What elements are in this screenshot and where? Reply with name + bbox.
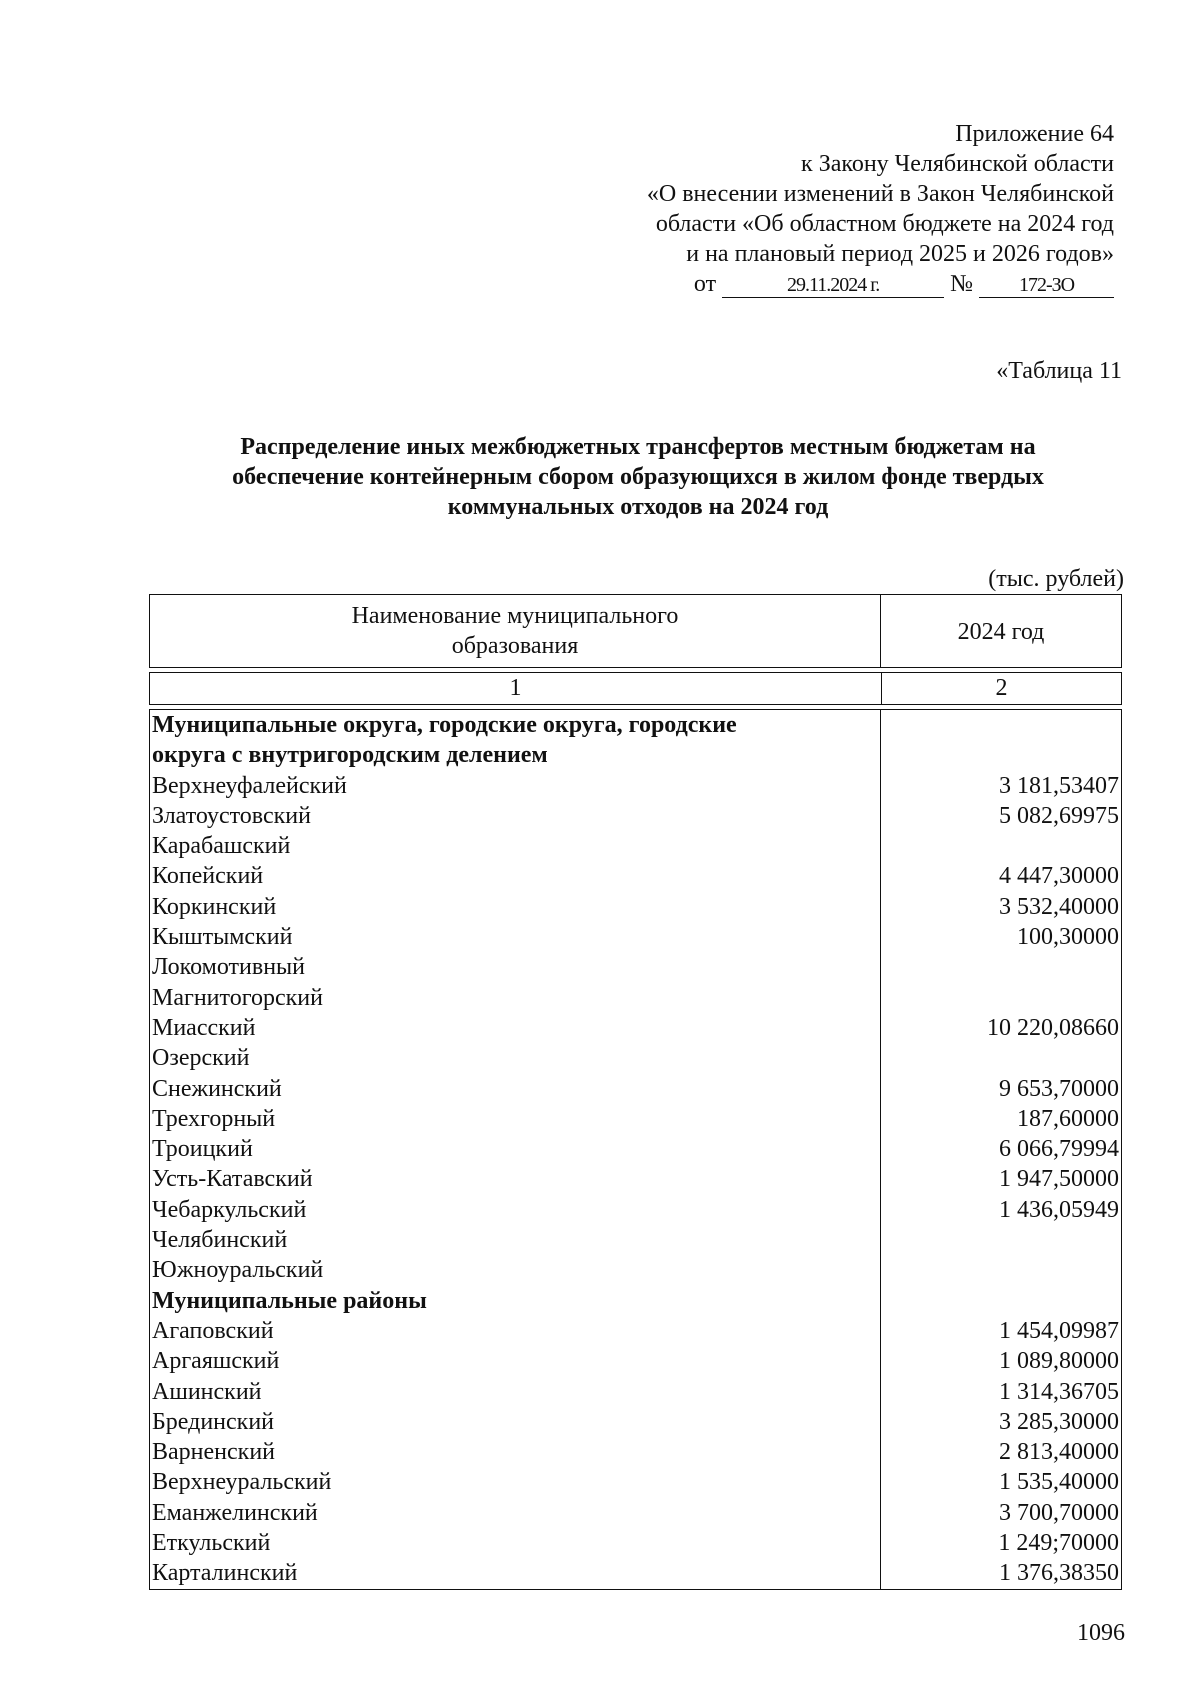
amount-cell: 1 436,05949 xyxy=(999,1196,1119,1223)
municipality-name: Варненский xyxy=(152,1439,275,1466)
units-label: (тыс. рублей) xyxy=(988,566,1124,592)
amount-cell: 1 454,09987 xyxy=(999,1317,1119,1344)
municipality-name: Агаповский xyxy=(152,1317,274,1344)
header-line: к Закону Челябинской области xyxy=(801,151,1114,177)
municipality-name: Аргаяшский xyxy=(152,1348,280,1375)
names-column xyxy=(150,710,881,1589)
amount-cell: 1 089,80000 xyxy=(999,1348,1119,1375)
municipality-name: Копейский xyxy=(152,863,264,890)
amount-cell: 1 376,38350 xyxy=(999,1560,1119,1587)
column-number-row xyxy=(149,672,1122,705)
municipality-name: Усть-Катавский xyxy=(152,1166,313,1193)
amount-cell: 2 813,40000 xyxy=(999,1439,1119,1466)
amount-cell: 10 220,08660 xyxy=(987,1014,1119,1041)
law-date: 29.11.2024 г. xyxy=(722,273,944,298)
amount-cell xyxy=(881,710,1119,740)
municipality-name: Озерский xyxy=(152,1045,250,1072)
amount-cell: 6 066,79994 xyxy=(999,1136,1119,1163)
municipality-name: Кыштымский xyxy=(152,924,293,951)
header-line: Приложение 64 xyxy=(955,121,1114,147)
municipality-name: Верхнеуфалейский xyxy=(152,772,347,799)
from-label: от xyxy=(693,271,717,297)
table-header-row xyxy=(149,594,1122,668)
appendix-header xyxy=(647,119,1114,299)
section-heading: Муниципальные районы xyxy=(152,1287,427,1314)
amount-cell: 3 181,53407 xyxy=(999,772,1119,799)
amount-cell: 3 700,70000 xyxy=(999,1499,1119,1526)
municipality-name: Еманжелинский xyxy=(152,1499,318,1526)
amount-cell: 1 535,40000 xyxy=(999,1469,1119,1496)
municipality-name: Златоустовский xyxy=(152,802,311,829)
amount-cell: 3 285,30000 xyxy=(999,1408,1119,1435)
municipality-name: Локомотивный xyxy=(152,954,306,981)
header-text: образования xyxy=(451,633,579,659)
amount-cell: 100,30000 xyxy=(1017,924,1119,951)
section-heading: Муниципальные округа, городские округа, городские xyxy=(152,712,737,738)
law-number: 172-ЗО xyxy=(979,273,1114,298)
amount-cell: 5 082,69975 xyxy=(999,802,1119,829)
amount-cell xyxy=(881,952,1119,982)
amount-cell xyxy=(881,1043,1119,1073)
municipality-name: Челябинский xyxy=(152,1227,288,1254)
amount-cell xyxy=(881,1225,1119,1255)
municipality-name: Трехгорный xyxy=(152,1105,276,1132)
municipality-name: Карабашский xyxy=(152,833,291,860)
header-line: области «Об областном бюджете на 2024 год xyxy=(655,211,1114,237)
municipality-name: Южноуральский xyxy=(152,1257,324,1284)
amount-cell: 1 249;70000 xyxy=(998,1530,1119,1557)
municipality-name: Магнитогорский xyxy=(152,984,323,1011)
column-header-name xyxy=(150,595,881,667)
table-caption: «Таблица 11 xyxy=(996,358,1122,384)
header-line: «О внесении изменений в Закон Челябинской xyxy=(646,181,1114,207)
title-line: Распределение иных межбюджетных трансфертов местным бюджетам на xyxy=(240,434,1036,460)
document-title xyxy=(150,432,1126,522)
amount-cell: 9 653,70000 xyxy=(999,1075,1119,1102)
distribution-table xyxy=(149,594,1122,1590)
municipality-name: Брединский xyxy=(152,1408,275,1435)
column-number: 2 xyxy=(995,675,1008,701)
amount-cell: 1 947,50000 xyxy=(999,1166,1119,1193)
law-date-line xyxy=(647,269,1114,299)
amount-cell: 1 314,36705 xyxy=(999,1378,1119,1405)
municipality-name: Коркинский xyxy=(152,893,277,920)
column-header-year: 2024 год xyxy=(957,619,1045,645)
number-label: № xyxy=(950,271,973,297)
municipality-name: Снежинский xyxy=(152,1075,282,1102)
amount-cell: 4 447,30000 xyxy=(999,863,1119,890)
values-column xyxy=(881,710,1121,1589)
municipality-name: Миасский xyxy=(152,1014,256,1041)
municipality-name: Карталинский xyxy=(152,1560,298,1587)
amount-cell xyxy=(881,1286,1119,1316)
table-body xyxy=(149,709,1122,1590)
title-line: коммунальных отходов на 2024 год xyxy=(447,494,829,520)
municipality-name: Троицкий xyxy=(152,1136,253,1163)
title-line: обеспечение контейнерным сбором образующихся в жилом фонде твердых xyxy=(232,464,1044,490)
amount-cell: 187,60000 xyxy=(1017,1105,1119,1132)
amount-cell xyxy=(881,1255,1119,1285)
municipality-name: Чебаркульский xyxy=(152,1196,307,1223)
municipality-name: Еткульский xyxy=(152,1530,271,1557)
header-line: и на плановый период 2025 и 2026 годов» xyxy=(686,241,1114,267)
municipality-name: Ашинский xyxy=(152,1378,262,1405)
column-number: 1 xyxy=(150,673,882,704)
amount-cell xyxy=(881,831,1119,861)
amount-cell xyxy=(881,740,1119,770)
amount-cell xyxy=(881,983,1119,1013)
header-text: Наименование муниципального xyxy=(351,603,679,629)
municipality-name: Верхнеуральский xyxy=(152,1469,332,1496)
section-heading: округа с внутригородским делением xyxy=(152,742,548,769)
amount-cell: 3 532,40000 xyxy=(999,893,1119,920)
page-number: 1096 xyxy=(1077,1620,1125,1646)
